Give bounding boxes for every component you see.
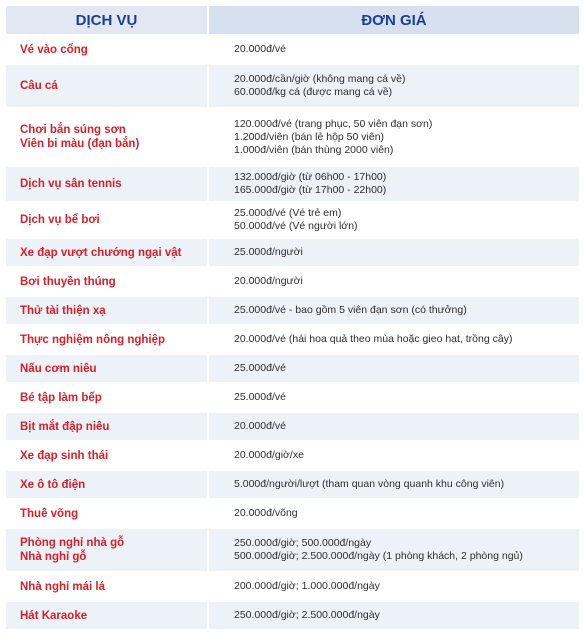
price-cell xyxy=(209,471,579,498)
header-row xyxy=(6,6,579,34)
service-cell xyxy=(6,500,207,527)
service-name: Thực nghiệm nông nghiệp xyxy=(20,333,166,346)
price-line: 165.000đ/giờ (từ 17h00 - 22h00) xyxy=(234,184,387,196)
price-cell xyxy=(209,573,579,600)
price-line: 20.000đ/cần/giờ (không mang cá về) xyxy=(234,73,406,85)
table-row xyxy=(6,529,579,571)
service-cell xyxy=(6,602,207,629)
price-line: 25.000đ/người xyxy=(234,246,303,258)
price-cell xyxy=(209,355,579,382)
table-row xyxy=(6,167,579,201)
price-line: 1.000đ/viên (bán thùng 2000 viên) xyxy=(234,143,394,156)
service-name: Bịt mắt đập niêu xyxy=(20,420,110,433)
service-name: Câu cá xyxy=(20,80,58,92)
price-cell xyxy=(209,413,579,440)
price-line: 200.000đ/giờ; 1.000.000đ/ngày xyxy=(234,580,380,592)
service-cell xyxy=(6,326,207,353)
table-row xyxy=(6,442,579,469)
price-column-header: ĐƠN GIÁ xyxy=(209,6,579,34)
service-name: Nhà nghỉ mái lá xyxy=(20,580,105,593)
service-name: Bé tập làm bếp xyxy=(20,391,102,404)
service-name: Nhà nghỉ gỗ xyxy=(20,551,87,563)
service-cell xyxy=(6,471,207,498)
service-name: Xe đạp vượt chướng ngại vật xyxy=(20,246,182,259)
service-name: Dịch vụ sân tennis xyxy=(20,178,122,190)
price-cell xyxy=(209,268,579,295)
service-cell xyxy=(6,167,207,201)
table-row xyxy=(6,326,579,353)
price-line: 20.000đ/giờ/xe xyxy=(234,449,304,461)
price-cell xyxy=(209,529,579,571)
table-row xyxy=(6,355,579,382)
price-cell xyxy=(209,167,579,201)
price-line: 20.000đ/người xyxy=(234,275,303,287)
service-name: Chơi bắn súng sơn xyxy=(20,124,126,136)
price-cell xyxy=(209,203,579,237)
price-cell xyxy=(209,602,579,629)
service-name: Viên bi màu (đạn bắn) xyxy=(20,138,140,150)
service-name: Vé vào cổng xyxy=(20,43,88,56)
table-row xyxy=(6,500,579,527)
service-cell xyxy=(6,529,207,571)
service-cell xyxy=(6,36,207,63)
price-line: 50.000đ/vé (Vé người lớn) xyxy=(234,220,358,232)
price-line: 60.000đ/kg cá (được mang cá về) xyxy=(234,86,393,98)
service-name: Phòng nghỉ nhà gỗ xyxy=(20,537,125,549)
service-name: Xe ô tô điện xyxy=(20,478,86,491)
price-line: 500.000đ/giờ; 2.500.000đ/ngày (1 phòng khách, 2 phòng ngủ) xyxy=(234,550,523,562)
price-line: 20.000đ/võng xyxy=(234,507,298,519)
price-line: 25.000đ/vé (Vé trẻ em) xyxy=(234,207,342,219)
table-row xyxy=(6,109,579,165)
table-row xyxy=(6,471,579,498)
service-column-header: DỊCH VỤ xyxy=(6,6,207,34)
service-cell xyxy=(6,355,207,382)
price-line: 20.000đ/vé xyxy=(234,420,286,432)
price-line: 25.000đ/vé xyxy=(234,391,286,403)
service-cell xyxy=(6,297,207,324)
price-cell xyxy=(209,384,579,411)
service-cell xyxy=(6,203,207,237)
service-cell xyxy=(6,109,207,165)
service-cell xyxy=(6,573,207,600)
service-name: Thuê võng xyxy=(20,507,79,520)
price-line: 20.000đ/vé (hái hoa quả theo mùa hoặc gieo hạt, trồng cây) xyxy=(234,333,513,345)
table-row xyxy=(6,602,579,629)
table-row xyxy=(6,413,579,440)
service-cell xyxy=(6,239,207,266)
price-line: 250.000đ/giờ; 2.500.000đ/ngày xyxy=(234,609,380,621)
table-row xyxy=(6,268,579,295)
service-name: Xe đạp sinh thái xyxy=(20,449,109,462)
service-cell xyxy=(6,268,207,295)
price-line: 1.200đ/viên (bán lẻ hộp 50 viên) xyxy=(234,130,385,143)
price-cell xyxy=(209,109,579,165)
price-line: 250.000đ/giờ; 500.000đ/ngày xyxy=(234,537,372,549)
table-row xyxy=(6,573,579,600)
price-cell xyxy=(209,500,579,527)
price-cell xyxy=(209,36,579,63)
table-row xyxy=(6,297,579,324)
service-cell xyxy=(6,65,207,107)
table-row xyxy=(6,65,579,107)
table-row xyxy=(6,239,579,266)
price-cell xyxy=(209,326,579,353)
service-cell xyxy=(6,442,207,469)
price-line: 5.000đ/người/lượt (tham quan vòng quanh khu công viên) xyxy=(234,478,505,490)
price-cell xyxy=(209,65,579,107)
service-name: Bơi thuyền thúng xyxy=(20,275,116,288)
service-name: Thử tài thiện xạ xyxy=(20,304,106,317)
price-cell xyxy=(209,442,579,469)
table-row xyxy=(6,384,579,411)
service-name: Hát Karaoke xyxy=(20,609,88,622)
service-cell xyxy=(6,384,207,411)
table-row xyxy=(6,203,579,237)
price-line: 132.000đ/giờ (từ 06h00 - 17h00) xyxy=(234,171,387,183)
price-line: 25.000đ/vé - bao gồm 5 viên đạn sơn (có thưởng) xyxy=(234,304,467,316)
price-line: 120.000đ/vé (trang phục, 50 viên đạn sơn) xyxy=(234,117,433,130)
price-cell xyxy=(209,297,579,324)
price-line: 20.000đ/vé xyxy=(234,43,286,55)
price-cell xyxy=(209,239,579,266)
service-name: Nấu cơm niêu xyxy=(20,362,97,375)
price-table xyxy=(4,4,581,631)
table-row xyxy=(6,36,579,63)
price-line: 25.000đ/vé xyxy=(234,362,286,374)
service-name: Dịch vụ bể bơi xyxy=(20,214,100,226)
service-cell xyxy=(6,413,207,440)
